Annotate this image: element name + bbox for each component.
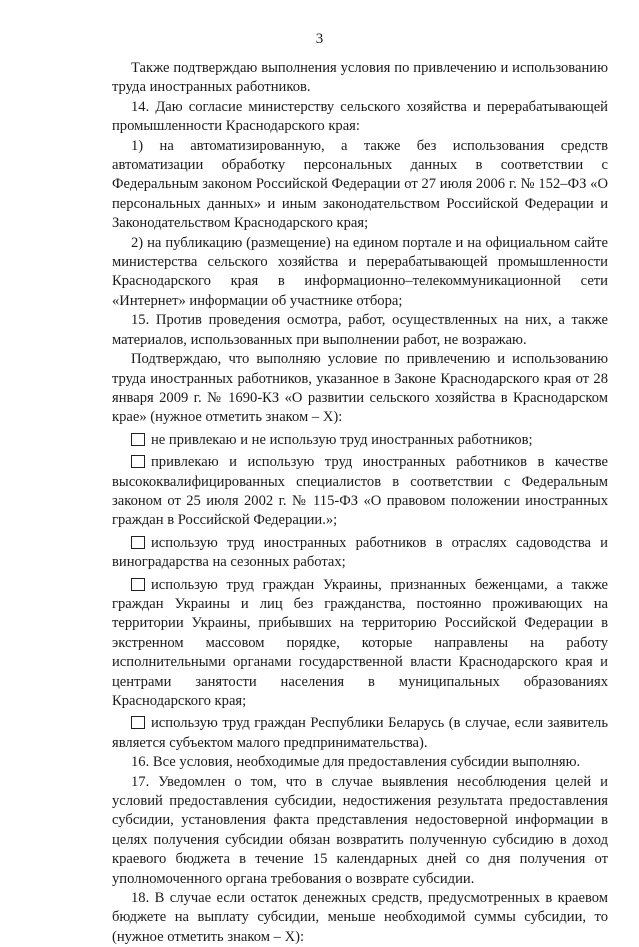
option-ukraine-refugees: [112, 576, 608, 712]
paragraph-17-refund-notice: 17. Уведомлен о том, что в случае выявления несоблюдения целей и условий предоставления субсидии, недостижения результата предоставления субсидии, установления факта представления недостоверной информации в целях получения субсидии обязан возвратить полученную субсидию в доход краевого бюджета в течение 15 календарных дней со дня получения от уполномоченного органа требования о возврате субсидии.: [112, 773, 608, 887]
option-text: использую труд иностранных работников в отраслях садоводства и виноградарства на сезонных работах;: [112, 534, 608, 571]
option-checkbox[interactable]: [131, 578, 145, 591]
option-checkbox[interactable]: [131, 455, 145, 468]
option-checkbox[interactable]: [131, 536, 145, 549]
paragraph-14-1-personal-data: 1) на автоматизированную, а также без использования средств автоматизации обработку персональных данных в соответствии с Федеральным законом Российской Федерации от 27 июля 2006 г. № 152–ФЗ «О персональных данных» и иным законодательством Российской Федерации и Законодательством Краснодарского края;: [112, 137, 608, 232]
option-text: не привлекаю и не использую труд иностранных работников;: [151, 431, 533, 448]
paragraph-14-consent: 14. Даю согласие министерству сельского хозяйства и перерабатывающей промышленности Краснодарского края:: [112, 98, 608, 135]
option-no-foreign-workers: [112, 431, 608, 450]
option-checkbox[interactable]: [131, 433, 145, 446]
document-body: [112, 59, 608, 947]
paragraph-18-budget-shortfall: 18. В случае если остаток денежных средств, предусмотренных в краевом бюджете на выплату субсидии, меньше необходимой суммы субсидии, то (нужное отметить знаком – Х):: [112, 890, 608, 945]
page-number: 3: [315, 31, 324, 47]
paragraph-foreign-workers-confirm: Также подтверждаю выполнения условия по привлечению и использованию труда иностранных работников.: [112, 60, 608, 96]
option-belarus-citizens: [112, 714, 608, 753]
option-seasonal-horticulture: [112, 534, 608, 573]
paragraph-14-2-publication: 2) на публикацию (размещение) на едином портале и на официальном сайте министерства сельского хозяйства и перерабатывающей промышленности Краснодарского края в информационно–телекоммуникационной сети «Интернет» информации об участнике отбора;: [112, 234, 608, 309]
paragraph-foreign-labor-condition: Подтверждаю, что выполняю условие по привлечению и использованию труда иностранных работников, указанное в Законе Краснодарского края от 28 января 2009 г. № 1690-КЗ «О развитии сельского хозяйства в Краснодарском крае» (нужное отметить знаком – Х):: [112, 351, 608, 426]
paragraph-16-conditions: 16. Все условия, необходимые для предоставления субсидии выполняю.: [131, 754, 581, 771]
option-text: использую труд граждан Республики Беларусь (в случае, если заявитель является субъектом малого предпринимательства).: [112, 715, 608, 751]
option-text: привлекаю и использую труд иностранных работников в качестве высококвалифицированных специалистов в соответствии с Федеральным законом от 25 июля 2002 г. № 115-ФЗ «О правовом положении иностранных граждан в Российской Федерации.»;: [112, 454, 608, 529]
option-checkbox[interactable]: [131, 716, 145, 729]
option-text: использую труд граждан Украины, признанных беженцами, а также граждан Украины и лиц без гражданства, постоянно проживающих на территории Украины, прибывших на территорию Российской Федерации в экстренном массовом порядке, которые направлены на работу исполнительными органами государственной власти Краснодарского края и центрами занятости населения в муниципальных образованиях Краснодарского края;: [112, 576, 608, 709]
option-highly-qualified: [112, 453, 608, 531]
paragraph-15-inspection: 15. Против проведения осмотра, работ, осуществленных на них, а также материалов, использованных при выполнении работ, не возражаю.: [112, 312, 608, 348]
